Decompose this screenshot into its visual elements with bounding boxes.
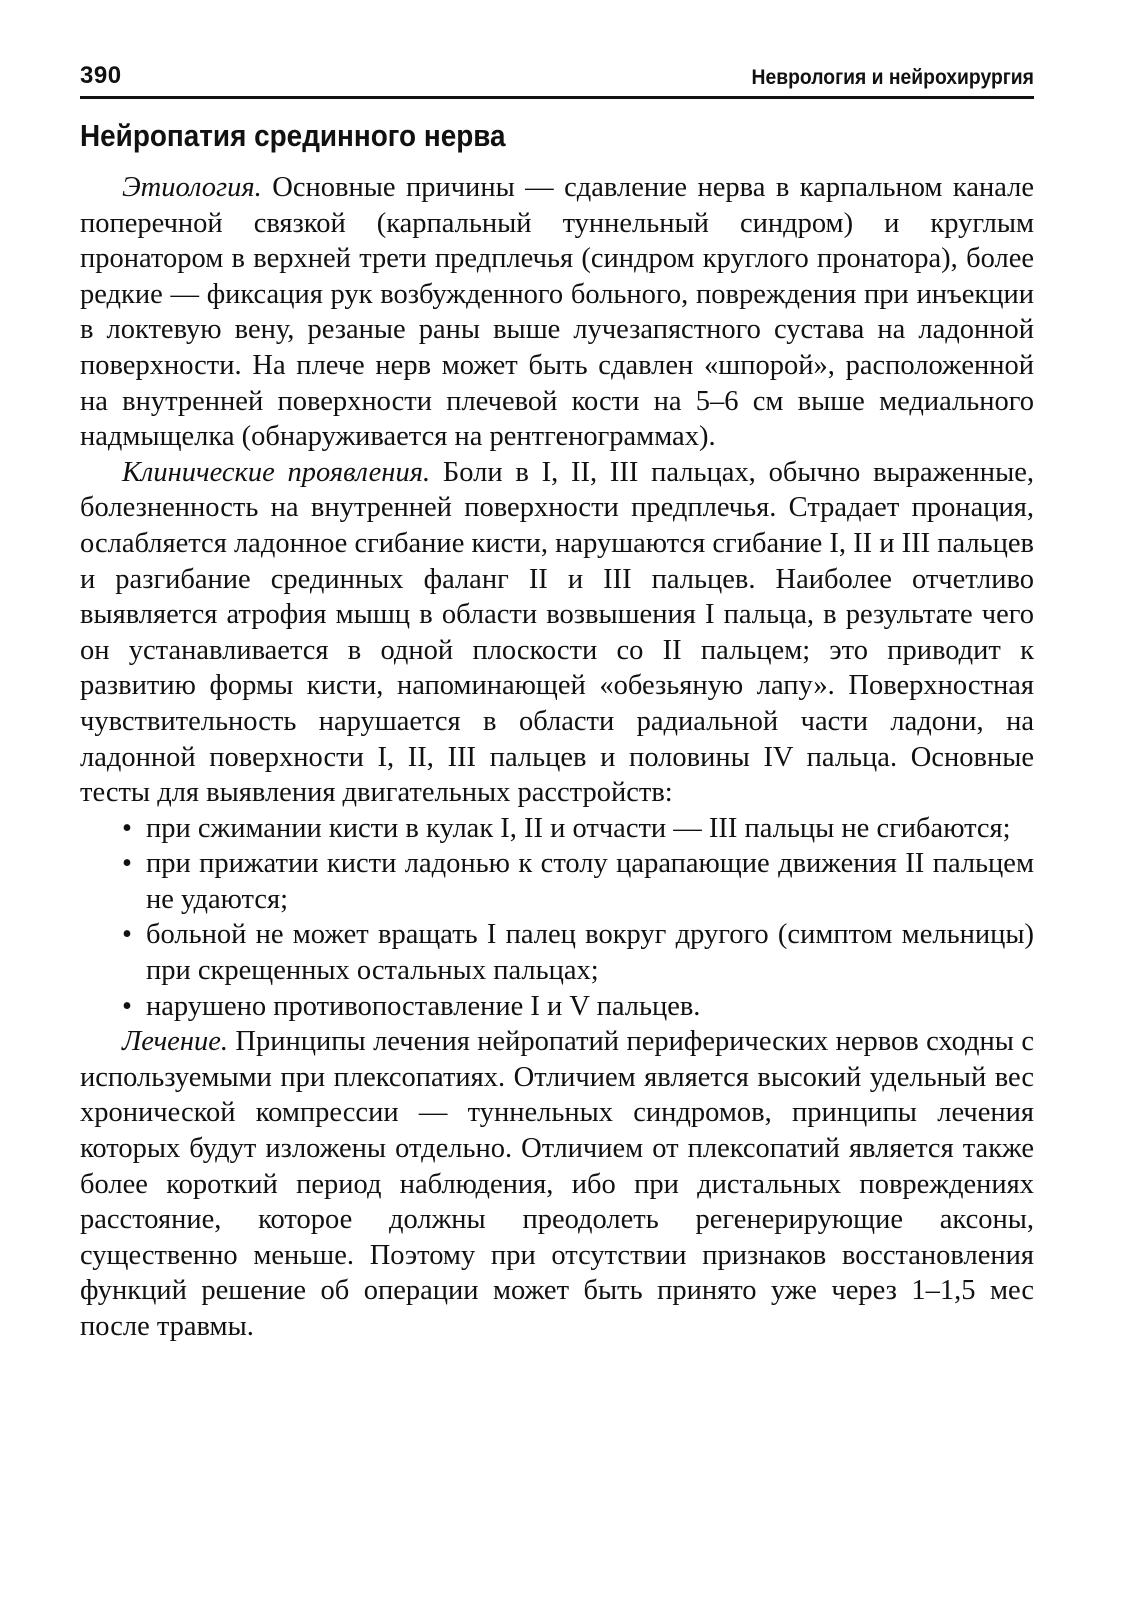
paragraph-lead: Этиология. <box>122 172 262 203</box>
running-header <box>80 58 1034 99</box>
list-item: • нарушено противопоставление I и V пальцев. <box>122 989 1034 1025</box>
list-item: • при сжимании кисти в кулак I, II и отчасти — III пальцы не сгибаются; <box>122 811 1034 847</box>
paragraph-text: Боли в I, II, III пальцах, обычно выраженные, болезненность на внутренней поверхности предплечья. Страдает пронация, ослабляется ладонное сгибание кисти, нарушаются сгибание I, II и III пальцев и разгибание срединных фаланг II и III пальцев. Наиболее отчетливо выявляется атрофия мышц в области возвышения I пальца, в результате чего он устанавливается в одной плоскости со II пальцем; это приводит к развитию формы кисти, напоминающей «обезьяную лапу». Поверхностная чувствительность нарушается в области радиальной части ладони, на ладонной поверхности I, II, III пальцев и половины IV пальца. Основные тесты для выявления двигательных расстройств: <box>80 456 1034 809</box>
page-number: 390 <box>80 62 122 89</box>
section-title: Нейропатия срединного нерва <box>80 118 506 153</box>
body-text <box>80 170 1034 1345</box>
paragraph-text: Основные причины — сдавление нерва в карпальном канале поперечной связкой (карпальный туннельный синдром) и круглым пронатором в верхней трети предплечья (синдром круглого пронатора), более редкие — фиксация рук возбужденного больного, повреждения при инъекции в локтевую вену, резаные раны выше лучезапястного сустава на ладонной поверхности. На плече нерв может быть сдавлен «шпорой», расположенной на внутренней поверхности плечевой кости на 5–6 см выше медиального надмыщелка (обнаруживается на рентгенограммах). <box>80 172 1034 453</box>
paragraph-treatment <box>80 1024 1034 1344</box>
paragraph-lead: Клинические проявления. <box>122 456 431 488</box>
paragraph-clinical <box>80 455 1034 811</box>
motor-tests-list <box>80 811 1034 1025</box>
list-item: • при прижатии кисти ладонью к столу царапающие движения II пальцем не удаются; <box>122 846 1034 917</box>
running-title: Неврология и нейрохирургия <box>751 66 1034 89</box>
paragraph-etiology <box>80 170 1034 455</box>
paragraph-lead: Лечение. <box>122 1026 228 1058</box>
paragraph-text: Принципы лечения нейропатий периферических нервов сходны с используемыми при плексопатиях. Отличием является высокий удельный вес хронической компрессии — туннельных синдромов, принципы лечения которых будут изложены отдельно. Отличием от плексопатий является также более короткий период наблюдения, ибо при дистальных повреждениях расстояние, которое должны преодолеть регенерирующие аксоны, существенно меньше. Поэтому при отсутствии признаков восстановления функций решение об операции может быть принято уже через 1–1,5 мес после травмы. <box>80 1026 1034 1342</box>
list-item: • больной не может вращать I палец вокруг другого (симптом мельницы) при скрещенных остальных пальцах; <box>122 917 1034 988</box>
